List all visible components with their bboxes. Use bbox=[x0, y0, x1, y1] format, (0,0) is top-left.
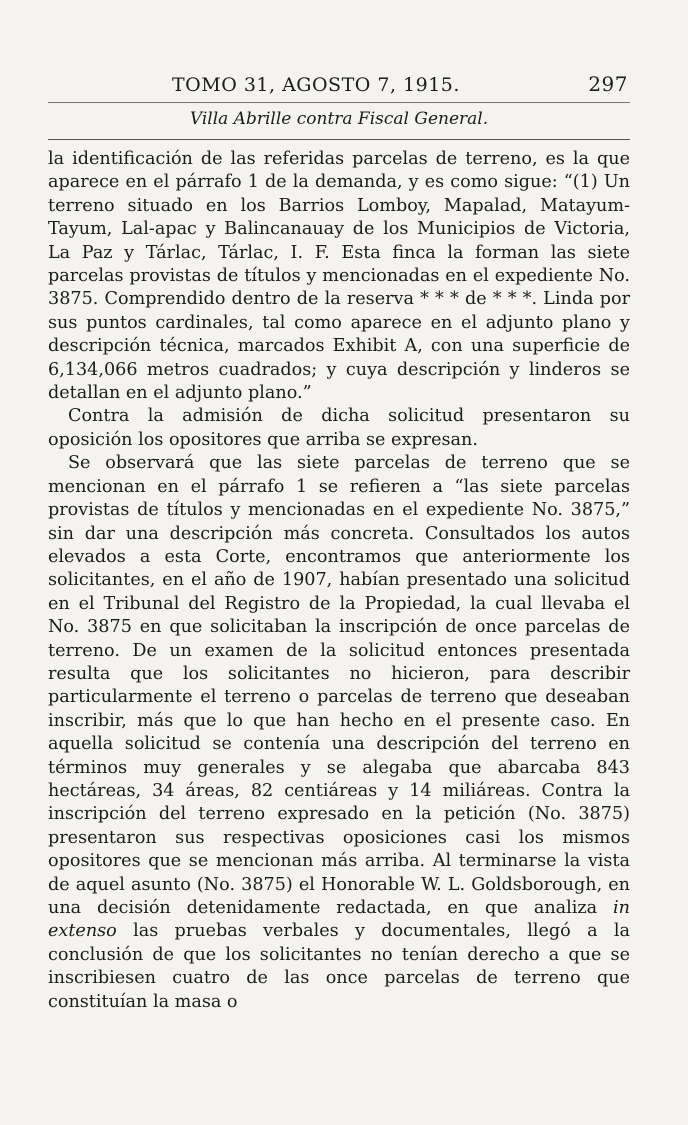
paragraph bbox=[48, 452, 630, 1014]
paragraph-text: la identificación de las referidas parcelas de terreno, es la que aparece en el párrafo 1 de la demanda, y es como sigue: “(1) Un terreno situado en los Barrios Lomboy, Mapalad, Matayum-Tayum, Lal-apac y Balincanauay de los Municipios de Victoria, La Paz y Tárlac, Tárlac, I. F. Esta finca la forman las siete parcelas provistas de títulos y mencionadas en el expediente No. 3875. Comprendido dentro de la reserva * * * de * * *. Linda por sus puntos cardinales, tal como aparece en el adjunto plano y descripción técnica, marcados Exhibit A, con una superficie de 6,134,066 metros cuadrados; y cuya descripción y linderos se detallan en el adjunto plano.” bbox=[48, 149, 630, 404]
paragraph-text: Se observará que las siete parcelas de terreno que se mencionan en el párrafo 1 se refieren a “las siete parcelas provistas de títulos y mencionadas en el expediente No. 3875,” sin dar una descripción más concreta. Consultados los autos elevados a esta Corte, encontramos que anteriormente los solicitantes, en el año de 1907, habían presentado una solicitud en el Tribunal del Registro de la Propiedad, la cual llevaba el No. 3875 en que solicitaban la inscripción de once parcelas de terreno. De un examen de la solicitud entonces presentada resulta que los solicitantes no hicieron, para describir particularmente el terreno o parcelas de terreno que deseaban inscribir, más que lo que han hecho en el presente caso. En aquella solicitud se contenía una descripción del terreno en términos muy generales y se alegaba que abarcaba 843 hectáreas, 34 áreas, 82 centiáreas y 14 miliáreas. Contra la inscripción del terreno expresado en la petición (No. 3875) presentaron sus respectivas oposiciones casi los mismos opositores que se mencionan más arriba. Al terminarse la vista de aquel asunto (No. 3875) el Honorable W. L. Goldsborough, en una decisión detenidamente redactada, en que analiza bbox=[48, 453, 630, 918]
running-head bbox=[48, 72, 630, 103]
paragraph bbox=[48, 148, 630, 405]
case-title: Villa Abrille contra Fiscal General. bbox=[48, 103, 630, 140]
italic-text: in extenso bbox=[48, 898, 630, 942]
page-number: 297 bbox=[588, 72, 628, 96]
paragraph bbox=[48, 405, 630, 452]
body-text bbox=[48, 148, 630, 1014]
running-title: TOMO 31, AGOSTO 7, 1915. bbox=[172, 74, 460, 96]
book-page bbox=[48, 72, 630, 1014]
paragraph-text: Contra la admisión de dicha solicitud presentaron su oposición los opositores que arriba se expresan. bbox=[48, 406, 630, 450]
paragraph-text: las pruebas verbales y documentales, llegó a la conclusión de que los solicitantes no tenían derecho a que se inscribiesen cuatro de las once parcelas de terreno que constituían la masa o bbox=[48, 921, 630, 1012]
